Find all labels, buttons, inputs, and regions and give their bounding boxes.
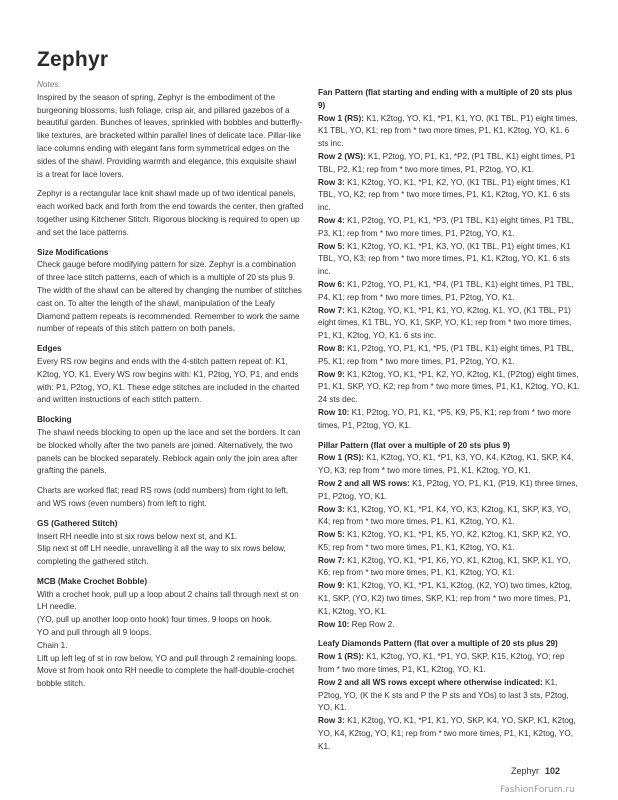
row-label: Row 9: bbox=[318, 581, 345, 591]
pillar-rows bbox=[318, 452, 580, 631]
mcb-line: YO and pull through all 9 loops. bbox=[37, 628, 152, 638]
row-label: Row 10: bbox=[318, 619, 350, 629]
row-text: K1, K2tog, YO, K1, *P1, K3, YO, (K1 TBL, P1) eight times, K1 TBL, YO, K3; rep from * two more times, P1, K1, K2tog, YO, K1. 6 sts inc. bbox=[318, 241, 571, 277]
pattern-row bbox=[318, 619, 580, 632]
pattern-row bbox=[318, 151, 580, 177]
size-heading: Size Modifications bbox=[37, 247, 109, 257]
row-label: Row 5: bbox=[318, 530, 345, 540]
pattern-row bbox=[318, 215, 580, 241]
row-text: K1, P2tog, YO, P1, K1, (P19, K1) three times, P1, P2tog, YO, K1. bbox=[318, 478, 578, 501]
pattern-row bbox=[318, 677, 580, 715]
mcb-line: (YO, pull up another loop onto hook) four times. 9 loops on hook. bbox=[37, 615, 272, 625]
row-text: K1, K2tog, YO, K1, *P1, K1, YO, (K1 TBL, P1) eight times, K1 TBL, YO, K1; rep from * two more times, P1, K1, K2tog, YO, K1. 6 sts inc. bbox=[318, 113, 578, 149]
row-label: Row 1 (RS): bbox=[318, 113, 364, 123]
row-text: Rep Row 2. bbox=[349, 619, 395, 629]
mcb-line: Chain 1. bbox=[37, 640, 68, 650]
size-paragraph: Check gauge before modifying pattern for size. Zephyr is a combination of three lace stitch patterns, each of which is a multiple of 20 sts plus 9. The width of the shawl can be altered by changing the number of stitches cast on. To alter the length of the shawl, manipulation of the Leafy Diamond pattern repeats is recommended. Remember to work the same number of repeats of this stitch pattern on both panels. bbox=[37, 260, 302, 334]
pattern-row bbox=[318, 504, 580, 530]
blocking-paragraph: The shawl needs blocking to open up the lace and set the borders. It can be blocked wholly after the two panels are joined. Alternatively, the two panels can be blocked separately. Reblock again only the join area after grafting the panels. bbox=[37, 427, 301, 476]
mcb-line: With a crochet hook, pull up a loop about 2 chains tall through next st on LH needle. bbox=[37, 589, 299, 612]
pattern-row bbox=[318, 241, 580, 279]
row-text: K1, P2tog, YO, P1, K1, *P3, (P1 TBL, K1) eight times, P1 TBL, P3, K1; rep from * two more times, P1, P2tog, YO, K1. bbox=[318, 215, 574, 238]
charts-paragraph: Charts are worked flat; read RS rows (odd numbers) from right to left, and WS rows (even numbers) from left to right. bbox=[37, 486, 289, 508]
row-label: Row 7: bbox=[318, 305, 345, 315]
pattern-row bbox=[318, 529, 580, 555]
pattern-row bbox=[318, 177, 580, 215]
blocking-heading: Blocking bbox=[37, 415, 72, 425]
pattern-row bbox=[318, 407, 580, 433]
row-label: Row 3: bbox=[318, 177, 345, 187]
pattern-row bbox=[318, 651, 580, 677]
row-label: Row 1 (RS): bbox=[318, 453, 364, 463]
fan-heading: Fan Pattern (flat starting and ending with a multiple of 20 sts plus 9) bbox=[318, 88, 573, 110]
row-text: K1, P2tog, YO, P1, K1, *P5, K9, P5, K1; rep from * two more times, P1, P2tog, YO, K1. bbox=[318, 407, 571, 430]
row-label: Row 9: bbox=[318, 369, 345, 379]
intro-paragraph: Inspired by the season of spring, Zephyr is the embodiment of the burgeoning blossoms, lush foliage, crisp air, and pillared gazebos of a beautiful garden. Bunches of leaves, sprinkled with bobbles and butterfly-like textures, are bracketed within parallel lines of delicate lace. Pillar-like lace columns ending with elegant fans form symmetrical edges on the sides of the shawl. Providing warmth and elegance, this exquisite shawl is a treat for lace lovers. bbox=[37, 92, 303, 179]
leafy-heading: Leafy Diamonds Pattern (flat over a multiple of 20 sts plus 29) bbox=[318, 639, 558, 649]
gs-line: Insert RH needle into st six rows below next st, and K1. bbox=[37, 531, 238, 541]
edges-heading: Edges bbox=[37, 344, 62, 354]
page-footer bbox=[511, 766, 560, 776]
pattern-row bbox=[318, 715, 580, 753]
page-number: 102 bbox=[545, 766, 561, 776]
watermark: FashionForum.ru bbox=[500, 785, 575, 795]
mcb-line: Move st from hook onto RH needle to complete the half-double-crochet bobble stitch. bbox=[37, 666, 295, 689]
row-text: K1, K2tog, YO, K1, *P1, YO, SKP, K15, K2tog, YO; rep from * two more times, P1, K1, K2tog, YO, K1. bbox=[318, 652, 565, 675]
row-label: Row 7: bbox=[318, 555, 345, 565]
row-text: K1, K2tog, YO, K1, *P1, K1, K2tog, (K2, YO) two times, k2tog, K1, SKP, (YO, K2) two times, SKP, K1; rep from * two more times, P1, K1, K2tog, YO, K1. bbox=[318, 581, 573, 616]
row-text: K1, K2tog, YO, K1, *P1, K6, YO, K1, K2tog, K1, SKP, K1, YO, K6; rep from * two more times, P1, K1, K2tog, YO, K1. bbox=[318, 555, 571, 578]
row-label: Row 3: bbox=[318, 504, 345, 514]
pillar-heading: Pillar Pattern (flat over a multiple of 20 sts plus 9) bbox=[318, 440, 511, 450]
row-label: Row 2 (WS): bbox=[318, 151, 366, 161]
pattern-row bbox=[318, 452, 580, 478]
row-label: Row 2 and all WS rows: bbox=[318, 478, 410, 488]
pattern-row bbox=[318, 279, 580, 305]
pattern-row bbox=[318, 478, 580, 504]
row-label: Row 4: bbox=[318, 215, 345, 225]
pattern-row bbox=[318, 555, 580, 581]
row-label: Row 6: bbox=[318, 279, 345, 289]
row-text: K1, P2tog, YO, P1, K1, *P5, (P1 TBL, K1) eight times, P1 TBL, P5, K1; rep from * two more times, P1, P2tog, YO, K1. bbox=[318, 343, 574, 366]
row-text: K1, K2tog, YO, K1, *P1, K5, YO, K2, K2tog, K1, SKP, K2, YO, K5; rep from * two more times, P1, K1, K2tog, YO, K1. bbox=[318, 530, 571, 552]
construction-paragraph: Zephyr is a rectangular lace knit shawl made up of two identical panels, each worked back and forth from the end towards the center, then grafted together using Kitchener Stitch. Rigorous blocking is required to open up and set the lace patterns. bbox=[37, 189, 304, 237]
row-label: Row 2 and all WS rows except where otherwise indicated: bbox=[318, 677, 543, 687]
row-text: K1, K2tog, YO, K1, *P1, K2, YO, (K1 TBL, P1) eight times, K1 TBL, YO, K2; rep from * two more times, P1, K1, K2tog, YO, K1. 6 sts inc. bbox=[318, 177, 571, 213]
pattern-row bbox=[318, 369, 580, 407]
row-text: K1, P2tog, YO, P1, K1, *P2, (P1 TBL, K1) eight times, P1 TBL, P2, K1; rep from * two more times, P1, P2tog, YO, K1. bbox=[318, 151, 576, 174]
page-title: Zephyr bbox=[37, 48, 109, 71]
footer-section-name: Zephyr bbox=[511, 766, 540, 776]
row-label: Row 10: bbox=[318, 407, 350, 417]
row-text: K1, P2tog, YO, (K the K sts and P the P sts and YOs) to last 3 sts, P2tog, YO, K1. bbox=[318, 677, 569, 713]
row-text: K1, P2tog, YO, P1, K1, *P4, (P1 TBL, K1) eight times, P1 TBL, P4, K1; rep from * two more times, P1, P2tog, YO, K1. bbox=[318, 279, 574, 302]
mcb-line: Lift up left leg of st in row below, YO and pull through 2 remaining loops. bbox=[37, 653, 298, 663]
fan-rows bbox=[318, 113, 580, 433]
row-label: Row 8: bbox=[318, 343, 345, 353]
left-column bbox=[37, 79, 304, 691]
row-label: Row 1 (RS): bbox=[318, 652, 364, 662]
pattern-row bbox=[318, 343, 580, 369]
row-text: K1, K2tog, YO, K1, *P1, K1, YO, K2tog, K1, YO, (K1 TBL, P1) eight times, K1 TBL, YO, K1, SKP, YO, K1; rep from * two more times, P1, K1, K2tog, YO, K1. 6 sts inc. bbox=[318, 305, 572, 341]
row-text: K1, K2tog, YO, K1, *P1, K3, YO, K4, K2tog, K1, SKP, K4, YO, K3; rep from * two more times, P1, K1, K2tog, YO, K1. bbox=[318, 453, 574, 476]
row-text: K1, K2tog, YO, K1, *P1, K1, YO, SKP, K4, YO, SKP, K1, K2tog, YO, K4, K2tog, YO, K1; rep from * two more times, P1, K1, K2tog, YO, K1. bbox=[318, 716, 576, 751]
edges-paragraph: Every RS row begins and ends with the 4-stitch pattern repeat of: K1, K2tog, YO, K1. Every WS row begins with: K1, P2tog, YO, P1, and ends with: P1, P2tog, YO, K1. These edge stitches are included in the charted and written instructions of each stitch pattern. bbox=[37, 356, 300, 405]
notes-label: Notes: bbox=[37, 80, 61, 89]
row-label: Row 3: bbox=[318, 716, 345, 726]
pattern-row bbox=[318, 113, 580, 151]
row-label: Row 5: bbox=[318, 241, 345, 251]
gs-heading: GS (Gathered Stitch) bbox=[37, 518, 118, 528]
leafy-rows bbox=[318, 651, 580, 753]
mcb-heading: MCB (Make Crochet Bobble) bbox=[37, 576, 148, 586]
pattern-row bbox=[318, 305, 580, 343]
row-text: K1, K2tog, YO, K1, *P1, K2, YO, K2tog, K1, (P2tog) eight times, P1, K1, SKP, YO, K2; rep from * two more times, P1, K1, K2tog, YO, K1. 24 sts dec. bbox=[318, 369, 580, 405]
right-column bbox=[318, 87, 580, 754]
pattern-row bbox=[318, 580, 580, 618]
row-text: K1, K2tog, YO, K1, *P1, K4, YO, K3, K2tog, K1, SKP, K3, YO, K4; rep from * two more times, P1, K1, K2tog, YO, K1. bbox=[318, 504, 571, 527]
gs-line: Slip next st off LH needle, unravelling it all the way to six rows below, completing the gathered stitch. bbox=[37, 544, 286, 567]
